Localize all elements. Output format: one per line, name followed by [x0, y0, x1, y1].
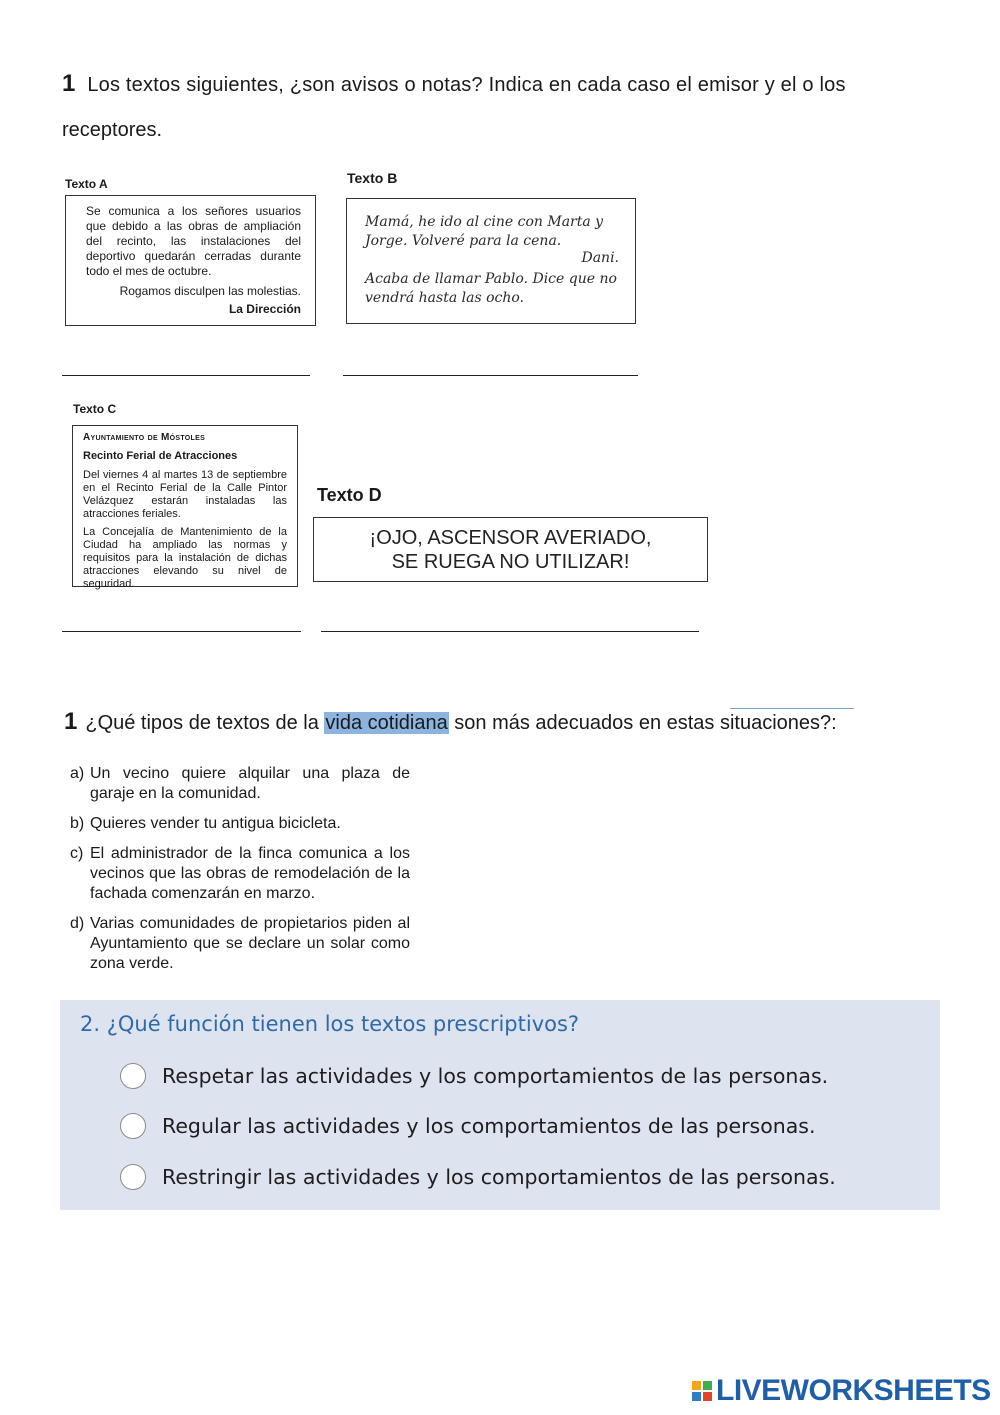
- texto-a-box: [65, 195, 316, 326]
- highlighted-phrase: vida cotidiana: [325, 712, 448, 734]
- exercise-number: 1: [64, 708, 78, 735]
- quiz-option-restringir[interactable]: [120, 1164, 836, 1190]
- texto-b-box: [346, 198, 636, 324]
- list-item: [70, 814, 410, 834]
- exercise-number: 1: [62, 70, 76, 97]
- list-item-text: Un vecino quiere alquilar una plaza de garaje en la comunidad.: [90, 765, 410, 802]
- situations-list: [70, 764, 410, 984]
- list-item-letter: d): [70, 915, 85, 932]
- answer-line-texto-a[interactable]: [62, 375, 310, 376]
- texto-c-label: Texto C: [73, 402, 117, 416]
- answer-line-texto-d[interactable]: [321, 631, 699, 632]
- texto-d-line-2: SE RUEGA NO UTILIZAR!: [391, 550, 630, 573]
- texto-a-signature: La Dirección: [228, 302, 301, 316]
- texto-c-subtitle: Recinto Ferial de Atracciones: [83, 450, 238, 462]
- list-item-letter: b): [70, 815, 85, 832]
- liveworksheets-logo-icon: [692, 1381, 712, 1401]
- list-item: [70, 764, 410, 804]
- brand-name: LIVEWORKSHEETS: [716, 1374, 991, 1407]
- texto-b-note-1-signature: Dani.: [581, 250, 619, 266]
- texto-d-line-1: ¡OJO, ASCENSOR AVERIADO,: [369, 526, 652, 549]
- list-item-text: Quieres vender tu antigua bicicleta.: [90, 815, 341, 832]
- texto-d-label: Texto D: [317, 485, 382, 505]
- exercise-2-prompt-start: ¿Qué tipos de textos de la: [85, 712, 325, 734]
- exercise-1-prompt-text: Los textos siguientes, ¿son avisos o notas? Indica en cada caso el emisor y el o los: [87, 74, 846, 96]
- texto-c-box: [72, 425, 298, 590]
- radio-button[interactable]: [120, 1063, 146, 1089]
- quiz-option-label: Regular las actividades y los comportamientos de las personas.: [162, 1114, 816, 1138]
- exercise-2-prompt: [64, 708, 837, 736]
- texto-b-note-2: Acaba de llamar Pablo. Dice que no vendrá hasta las ocho.: [365, 271, 617, 306]
- answer-line-texto-b[interactable]: [343, 375, 638, 376]
- list-item: [70, 914, 410, 974]
- quiz-option-label: Respetar las actividades y los comportamientos de las personas.: [162, 1064, 829, 1088]
- quiz-option-respetar[interactable]: [120, 1063, 828, 1089]
- texto-c-paragraph-1: Del viernes 4 al martes 13 de septiembre en el Recinto Ferial de la Calle Pintor Velázquez estarán instaladas las atracciones feriales.: [83, 469, 287, 520]
- radio-button[interactable]: [120, 1113, 146, 1139]
- texto-a-body: Se comunica a los señores usuarios que debido a las obras de ampliación del recinto, las instalaciones del deportivo quedarán cerradas durante todo el mes de octubre.: [86, 204, 301, 278]
- liveworksheets-brand: [692, 1374, 991, 1408]
- texto-b-label: Texto B: [347, 170, 398, 186]
- quiz-option-label: Restringir las actividades y los comportamientos de las personas.: [162, 1165, 836, 1189]
- list-item-letter: c): [70, 845, 84, 862]
- quiz-option-regular[interactable]: [120, 1113, 816, 1139]
- list-item-letter: a): [70, 765, 85, 782]
- radio-button[interactable]: [120, 1164, 146, 1190]
- texto-c-paragraph-2: La Concejalía de Mantenimiento de la Ciudad ha ampliado las normas y requisitos para la instalación de dichas atracciones elevando su nivel de seguridad.: [83, 526, 287, 590]
- texto-a-apology: Rogamos disculpen las molestias.: [119, 284, 301, 298]
- quiz-question: 2. ¿Qué función tienen los textos prescriptivos?: [80, 1012, 580, 1036]
- texto-d-box: [313, 517, 708, 582]
- texto-a-label: Texto A: [65, 177, 108, 191]
- answer-line-texto-c[interactable]: [62, 631, 301, 632]
- exercise-1-prompt: [62, 70, 846, 98]
- list-item: [70, 844, 410, 904]
- texto-b-note-1: Mamá, he ido al cine con Marta y Jorge. Volveré para la cena.: [365, 214, 604, 249]
- texto-c-header: Ayuntamiento de Móstoles: [83, 432, 206, 443]
- list-item-text: El administrador de la finca comunica a los vecinos que las obras de remodelación de la fachada comenzarán en marzo.: [90, 845, 410, 902]
- list-item-text: Varias comunidades de propietarios piden al Ayuntamiento que se declare un solar como zona verde.: [90, 915, 410, 972]
- exercise-2-prompt-end: son más adecuados en estas situaciones?:: [448, 712, 837, 734]
- exercise-1-prompt-continued: receptores.: [62, 119, 163, 141]
